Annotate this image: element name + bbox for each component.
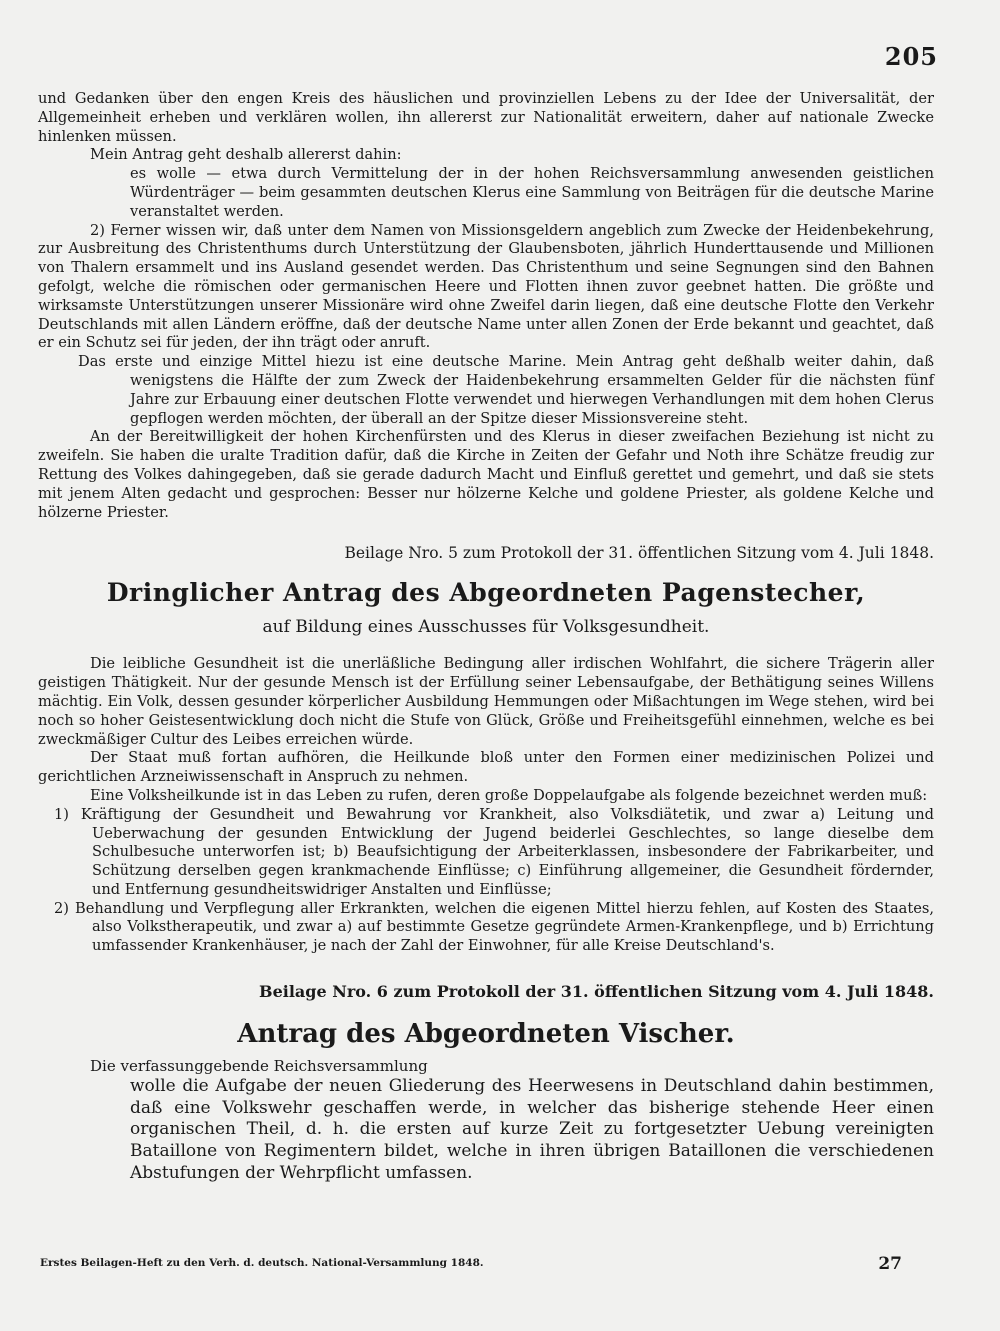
paragraph-volksheilkunde: Eine Volksheilkunde ist in das Leben zu rufen, deren große Doppelaufgabe als folgende bezeichnet werden muß:	[90, 786, 928, 804]
sheet-signature: 27	[878, 1254, 902, 1274]
paragraph-continuation: und Gedanken über den engen Kreis des häuslichen und provinziellen Lebens zu der Idee der Universalität, der Allgemeinheit erheben und verklären wollen, ihn allererst zur Nationalität erweitern, daher auf nationale Zwecke hinlenken müssen.	[38, 90, 934, 145]
paragraph-staat: Der Staat muß fortan aufhören, die Heilkunde bloß unter den Formen einer medizinischen Polizei und gerichtlichen Arzneiwissenschaft in Anspruch zu nehmen.	[38, 749, 934, 786]
paragraph-heerwesen: wolle die Aufgabe der neuen Gliederung des Heerwesens in Deutschland dahin bestimmen, daß eine Volkswehr geschaffen werde, in welcher das bisherige stehende Heer einen organischen Theil, d. h. die ersten auf kurze Zeit zu fortgesetzter Uebung vereinigten Bataillone von Regimentern bildet, welche in ihren übrigen Bataillonen die verschiedenen Abstufungen der Wehrpflicht umfassen.	[130, 1075, 934, 1184]
page-number: 205	[884, 42, 938, 71]
list-item: 2) Behandlung und Verpflegung aller Erkrankten, welchen die eigenen Mittel hierzu fehlen, auf Kosten des Staates, also Volkstherapeutik, und zwar a) auf bestimmte Gesetze gegründete Armen-Krankenpflege, und b) Errichtung umfassender Krankenhäuser, je nach der Zahl der Einwohner, für alle Kreise Deutschland's.	[54, 899, 934, 955]
paragraph-antrag-intro: Mein Antrag geht deshalb allererst dahin:	[90, 146, 402, 164]
paragraph-reichsversammlung: Die verfassunggebende Reichsversammlung	[90, 1057, 428, 1076]
paragraph-kirche: An der Bereitwilligkeit der hohen Kirchenfürsten und des Klerus in dieser zweifachen Beziehung ist nicht zu zweifeln. Sie haben die uralte Tradition dafür, daß die Kirche in Zeiten der Gefahr und Noth ihre Schätze freudig zur Rettung des Volkes dahingegeben, daß sie gerade dadurch Macht und Einfluß gerettet und gemehrt, und daß sie stets mit jenem Alten gedacht und gesprochen: Besser nur hölzerne Kelche und goldene Priester, als goldene Kelche und hölzerne Priester.	[38, 428, 934, 521]
paragraph-antrag-text: es wolle — etwa durch Vermittelung der in der hohen Reichsversammlung anwesenden geistlichen Würdenträger — beim gesammten deutschen Klerus eine Sammlung von Beiträgen für die deutsche Marine veranstaltet werden.	[130, 165, 934, 220]
pagenstecher-subtitle: auf Bildung eines Ausschusses für Volksgesundheit.	[262, 617, 710, 638]
vischer-title: Antrag des Abgeordneten Vischer.	[237, 1019, 735, 1050]
pagenstecher-title: Dringlicher Antrag des Abgeordneten Pagenstecher,	[106, 578, 866, 608]
main-column	[38, 90, 934, 1185]
list-item: 1) Kräftigung der Gesundheit und Bewahrung vor Krankheit, also Volksdiätetik, und zwar a) Leitung und Ueberwachung der gesunden Entwicklung der Jugend beiderlei Geschlechtes, so lange dieselbe dem Schulbesuche unterworfen ist; b) Beaufsichtigung der Arbeiterklassen, insbesondere der Fabrikarbeiter, und Schützung derselben gegen krankmachende Einflüsse; c) Einführung allgemeiner, die Gesundheit fördernder, und Entfernung gesundheitswidriger Anstalten und Einflüsse;	[54, 805, 934, 898]
footer-note: Erstes Beilagen-Heft zu den Verh. d. deutsch. National-Versammlung 1848.	[40, 1257, 484, 1269]
paragraph-mission-funds: 2) Ferner wissen wir, daß unter dem Namen von Missionsgeldern angeblich zum Zwecke der Heidenbekehrung, zur Ausbreitung des Christenthums durch Unterstützung der Glaubensboten, jährlich Hunderttausende und Millionen von Thalern ersammelt und ins Ausland gesendet werden. Das Christenthum und seine Segnungen sind den Bahnen gefolgt, welche die römischen oder germanischen Heere und Flotten ihnen zuvor geebnet hatten. Die größte und wirksamste Unterstützungen unserer Missionäre wird ohne Zweifel darin liegen, daß eine deutsche Flotte den Verkehr Deutschlands mit allen Ländern eröffne, daß der deutsche Name unter allen Zonen der Erde bekannt und geachtet, daß er ein Schutz sei für jeden, der ihn trägt oder anruft.	[38, 221, 934, 352]
beilage-6-line: Beilage Nro. 6 zum Protokoll der 31. öffentlichen Sitzung vom 4. Juli 1848.	[259, 982, 934, 1002]
beilage-5-line: Beilage Nro. 5 zum Protokoll der 31. öffentlichen Sitzung vom 4. Juli 1848.	[344, 544, 934, 563]
paragraph-marine: Das erste und einzige Mittel hiezu ist eine deutsche Marine. Mein Antrag geht deßhalb weiter dahin, daß wenigstens die Hälfte der zum Zweck der Haidenbekehrung ersammelten Gelder für die nächsten fünf Jahre zur Erbauung einer deutschen Flotte verwendet und hierwegen Verhandlungen mit dem hohen Clerus gepflogen werden möchten, der überall an der Spitze dieser Missionsvereine steht.	[78, 353, 934, 427]
paragraph-gesundheit: Die leibliche Gesundheit ist die unerläßliche Bedingung aller irdischen Wohlfahrt, die sichere Trägerin aller geistigen Thätigkeit. Nur der gesunde Mensch ist der Erfüllung seiner Lebensaufgabe, der Bethätigung seines Willens mächtig. Ein Volk, dessen gesunder körperlicher Ausbildung Hemmungen oder Mißachtungen im Wege stehen, wird bei noch so hoher Geistesentwicklung doch nicht die Stufe von Glück, Größe und Freiheitsgefühl einnehmen, welche es bei zweckmäßiger Cultur des Leibes erreichen würde.	[38, 655, 934, 748]
